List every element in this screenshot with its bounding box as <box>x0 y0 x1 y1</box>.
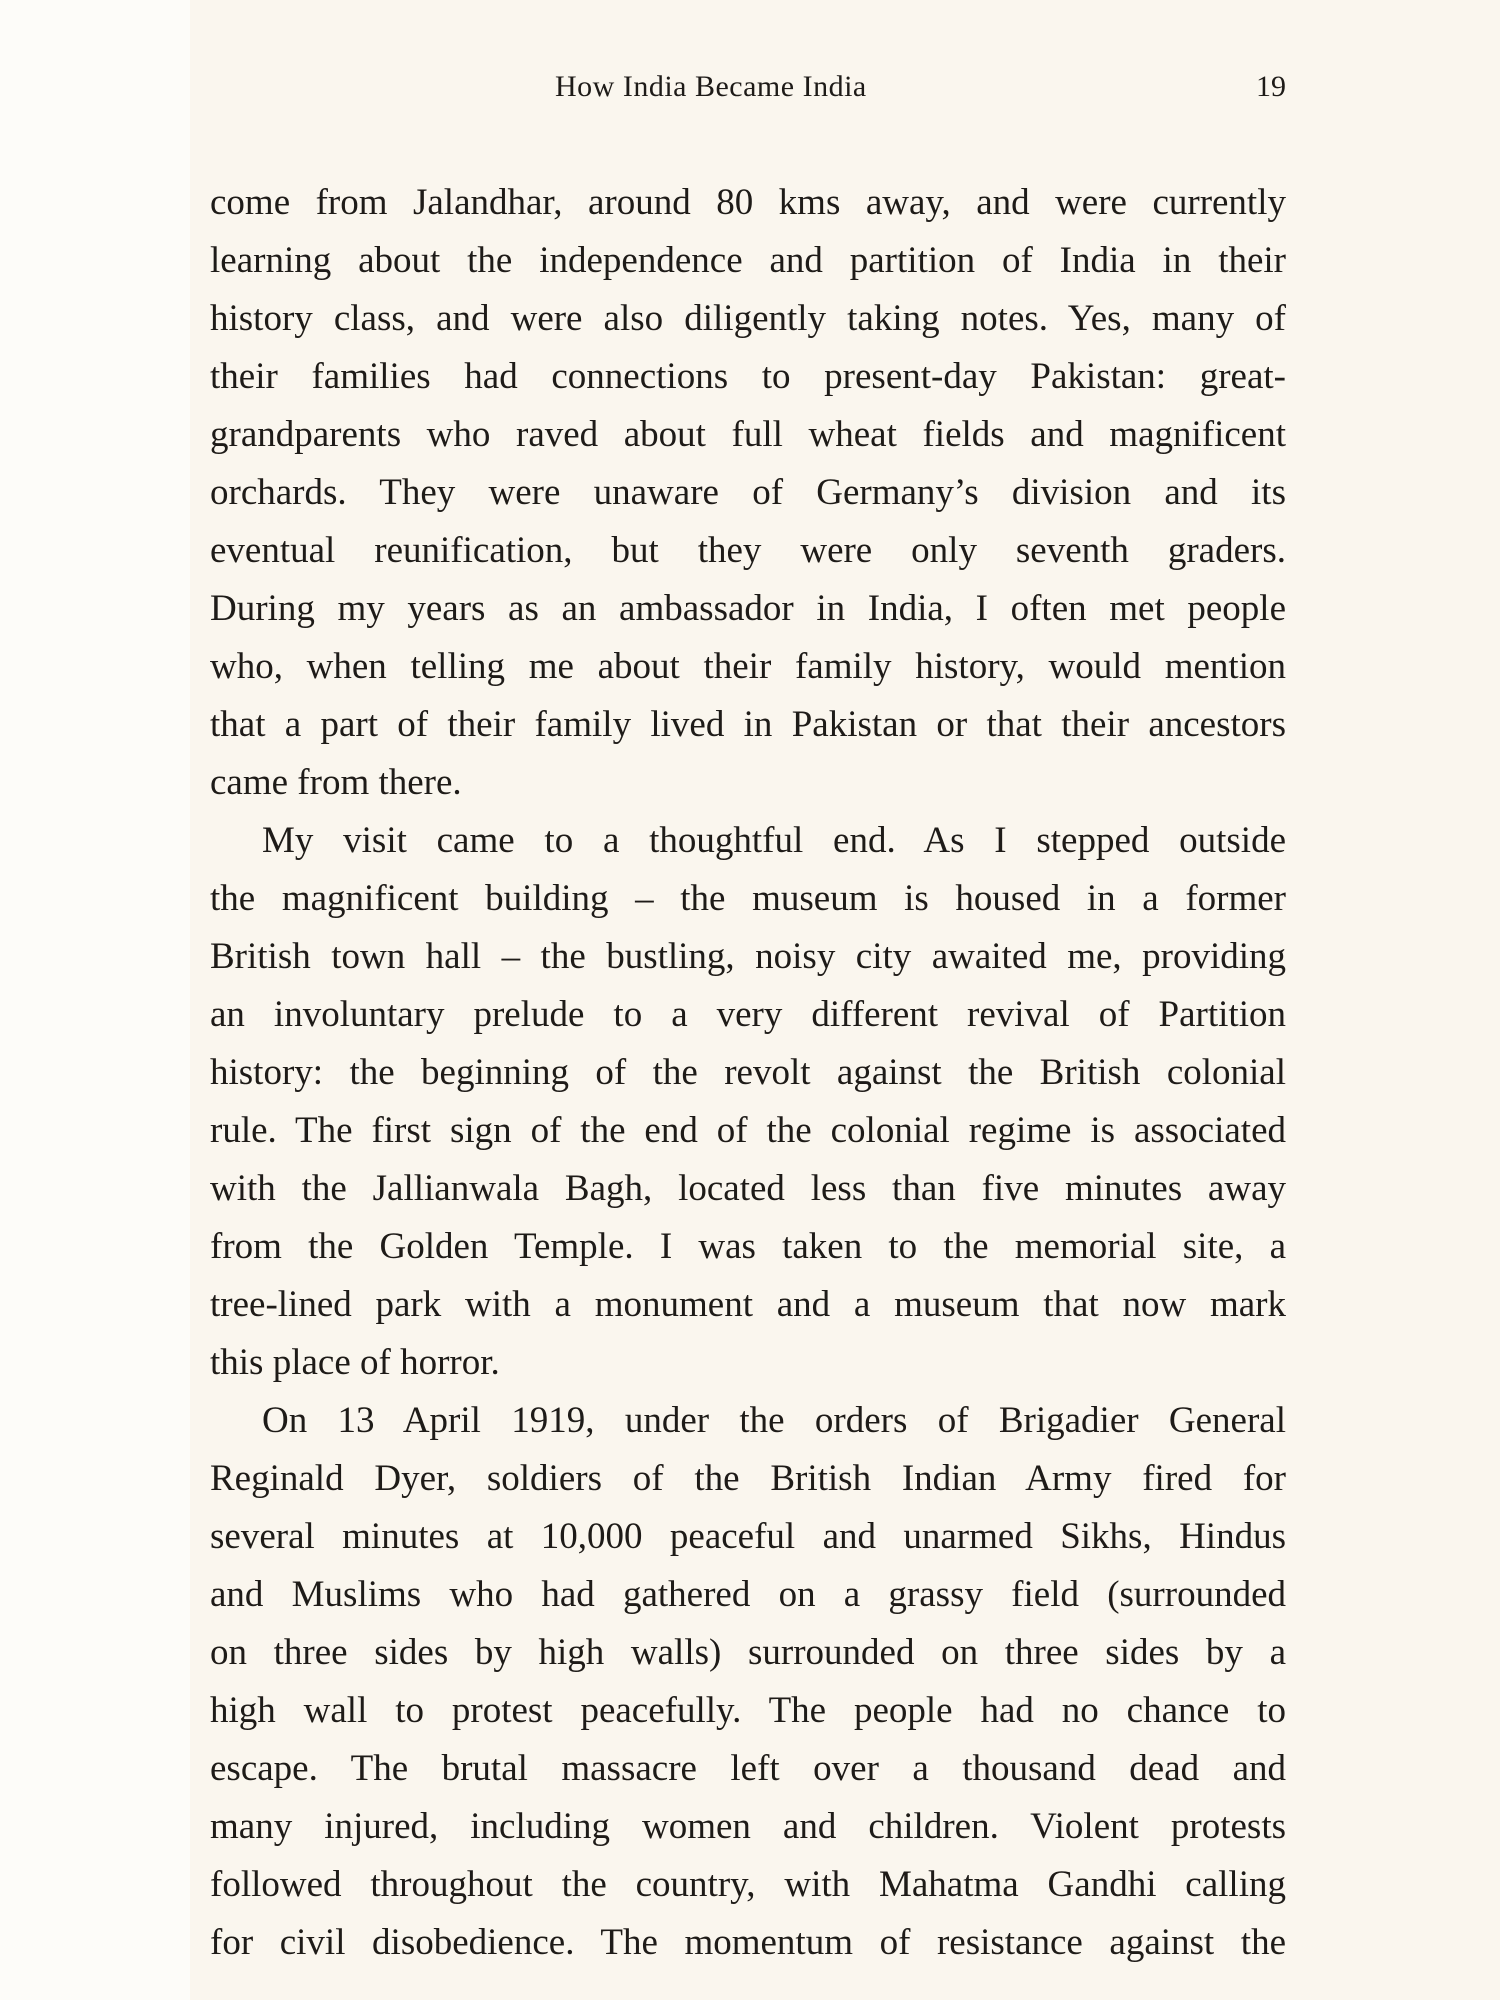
text-line: this place of horror. <box>210 1342 500 1383</box>
text-line: history class, and were also diligently taking notes. Yes, many of <box>210 298 1286 339</box>
text-line: rule. The first sign of the end of the colonial regime is associated <box>210 1110 1286 1151</box>
text-line: learning about the independence and partition of India in their <box>210 240 1286 281</box>
text-line: their families had connections to present-day Pakistan: great- <box>210 356 1286 397</box>
text-line: came from there. <box>210 762 462 803</box>
text-line: orchards. They were unaware of Germany’s division and its <box>210 472 1286 513</box>
text-line: for civil disobedience. The momentum of resistance against the <box>210 1922 1286 1963</box>
text-line: history: the beginning of the revolt against the British colonial <box>210 1052 1286 1093</box>
text-line: British town hall – the bustling, noisy city awaited me, providing <box>210 936 1286 977</box>
page-header <box>210 70 1286 114</box>
body-text <box>210 174 1286 1972</box>
page-number: 19 <box>1256 70 1286 103</box>
text-line: high wall to protest peacefully. The people had no chance to <box>210 1690 1286 1731</box>
text-line: followed throughout the country, with Mahatma Gandhi calling <box>210 1864 1286 1905</box>
text-line: tree-lined park with a monument and a museum that now mark <box>210 1284 1286 1325</box>
text-line: eventual reunification, but they were only seventh graders. <box>210 530 1286 571</box>
text-line: and Muslims who had gathered on a grassy field (surrounded <box>210 1574 1286 1615</box>
text-line: On 13 April 1919, under the orders of Brigadier General <box>262 1400 1286 1441</box>
text-line: on three sides by high walls) surrounded on three sides by a <box>210 1632 1286 1673</box>
running-title: How India Became India <box>555 70 867 103</box>
text-line: an involuntary prelude to a very different revival of Partition <box>210 994 1286 1035</box>
text-line: with the Jallianwala Bagh, located less than five minutes away <box>210 1168 1286 1209</box>
text-line: from the Golden Temple. I was taken to the memorial site, a <box>210 1226 1286 1267</box>
text-line: Reginald Dyer, soldiers of the British Indian Army fired for <box>210 1458 1286 1499</box>
text-line: many injured, including women and children. Violent protests <box>210 1806 1286 1847</box>
text-line: grandparents who raved about full wheat fields and magnificent <box>210 414 1286 455</box>
text-line: My visit came to a thoughtful end. As I stepped outside <box>262 820 1286 861</box>
text-line: that a part of their family lived in Pakistan or that their ancestors <box>210 704 1286 745</box>
text-line: During my years as an ambassador in India, I often met people <box>210 588 1286 629</box>
text-line: several minutes at 10,000 peaceful and unarmed Sikhs, Hindus <box>210 1516 1286 1557</box>
text-line: the magnificent building – the museum is housed in a former <box>210 878 1286 919</box>
text-line: who, when telling me about their family history, would mention <box>210 646 1286 687</box>
text-line: come from Jalandhar, around 80 kms away, and were currently <box>210 182 1286 223</box>
text-line: escape. The brutal massacre left over a thousand dead and <box>210 1748 1286 1789</box>
